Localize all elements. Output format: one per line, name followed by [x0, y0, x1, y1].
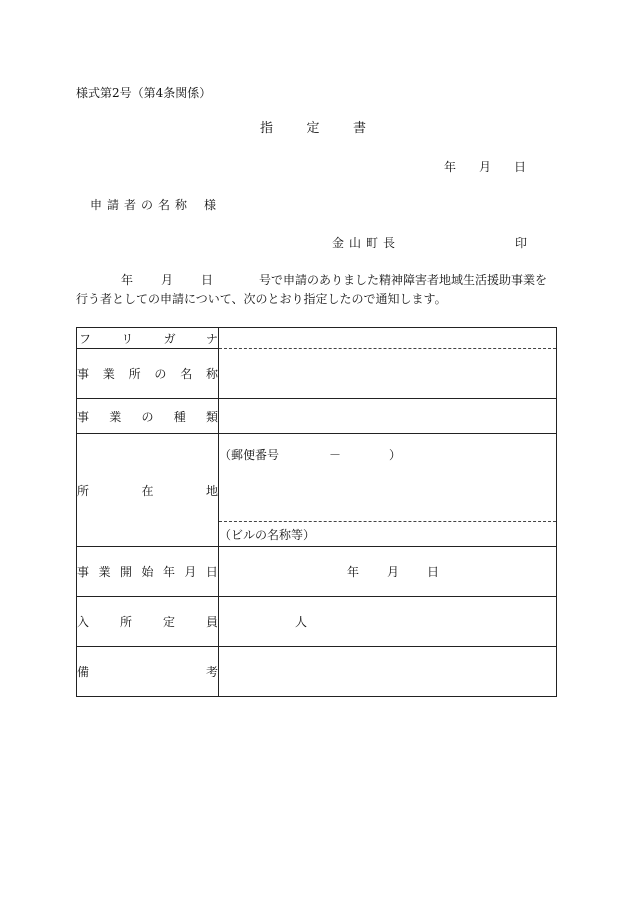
business-type-label-cell [77, 399, 219, 434]
capacity-field[interactable] [219, 597, 557, 647]
table-row [77, 597, 557, 647]
label-char: 年 [162, 565, 175, 579]
label-char: 類 [205, 409, 218, 424]
applicant-line [90, 198, 216, 212]
title-char: 書 [352, 121, 366, 136]
table-row [77, 647, 557, 697]
designation-table [76, 327, 557, 697]
title-char: 指 [260, 121, 274, 136]
label-char: 所 [77, 483, 90, 498]
business-name-field[interactable] [219, 349, 557, 399]
label-char: 開 [119, 565, 132, 579]
start-year: 年 [347, 565, 360, 579]
label-char: 員 [205, 615, 218, 629]
start-month: 月 [387, 565, 400, 579]
table-row [77, 349, 557, 399]
postal-code-field[interactable] [219, 434, 557, 522]
label-char: 業 [98, 565, 111, 579]
label-char: 月 [184, 565, 197, 579]
building-name-field[interactable] [219, 522, 557, 547]
body-line-1 [121, 273, 547, 287]
table-row [77, 434, 557, 522]
label-char: 種 [173, 409, 186, 424]
furigana-field[interactable] [219, 328, 557, 349]
label-char: 名 [180, 367, 193, 381]
location-label-cell [77, 434, 219, 547]
body-year: 年 [121, 273, 134, 287]
issuer-name: 金山町長 [332, 236, 401, 250]
label-char: の [141, 409, 154, 424]
label-char: 業 [109, 409, 122, 424]
postal-dash: － [329, 448, 342, 462]
label-char: ナ [205, 331, 218, 346]
label-char: 日 [205, 565, 218, 579]
date-month: 月 [478, 160, 491, 174]
form-number: 様式第2号（第4条関係） [76, 86, 212, 100]
capacity-unit: 人 [295, 615, 308, 629]
table-row [77, 328, 557, 349]
label-char: 地 [205, 483, 218, 498]
start-date-field[interactable] [219, 547, 557, 597]
label-char: 定 [162, 615, 175, 629]
title-char: 定 [306, 121, 320, 136]
seal-mark: 印 [515, 236, 528, 250]
start-day: 日 [427, 565, 440, 579]
remarks-field[interactable] [219, 647, 557, 697]
body-day: 日 [201, 273, 214, 287]
postal-close: ） [389, 448, 402, 462]
remarks-label-cell [77, 647, 219, 697]
label-char: 業 [102, 367, 115, 381]
label-char: フ [79, 331, 92, 346]
body-line1-text: 号で申請のありました精神障害者地域生活援助事業を [259, 273, 548, 287]
applicant-honorific: 様 [204, 198, 217, 212]
label-char: 事 [77, 367, 90, 381]
label-char: 在 [141, 483, 154, 498]
postal-open: （郵便番号 [219, 448, 280, 462]
label-char: ガ [163, 331, 176, 346]
furigana-label-cell [77, 328, 219, 349]
label-char: 考 [205, 665, 218, 679]
body-month: 月 [161, 273, 174, 287]
business-type-field[interactable] [219, 399, 557, 434]
start-date-label-cell [77, 547, 219, 597]
document-title [260, 122, 366, 136]
label-char: 所 [128, 367, 141, 381]
issue-date [444, 160, 526, 174]
issuer-title [332, 236, 400, 250]
table-row [77, 399, 557, 434]
label-char: の [154, 367, 167, 381]
label-char: 入 [77, 615, 90, 629]
label-char: リ [121, 331, 134, 346]
body-line-2: 行う者としての申請について、次のとおり指定したので通知します。 [76, 292, 447, 306]
postal-code-line [219, 448, 401, 462]
label-char: 事 [77, 565, 90, 579]
label-char: 所 [119, 615, 132, 629]
label-char: 始 [141, 565, 154, 579]
label-char: 事 [77, 409, 90, 424]
business-name-label-cell [77, 349, 219, 399]
date-year: 年 [444, 160, 457, 174]
building-label: （ビルの名称等） [219, 527, 316, 542]
table-row [77, 547, 557, 597]
label-char: 備 [77, 665, 90, 679]
date-day: 日 [513, 160, 526, 174]
label-char: 称 [205, 367, 218, 381]
capacity-label-cell [77, 597, 219, 647]
applicant-label: 申請者の名称 [90, 198, 193, 212]
